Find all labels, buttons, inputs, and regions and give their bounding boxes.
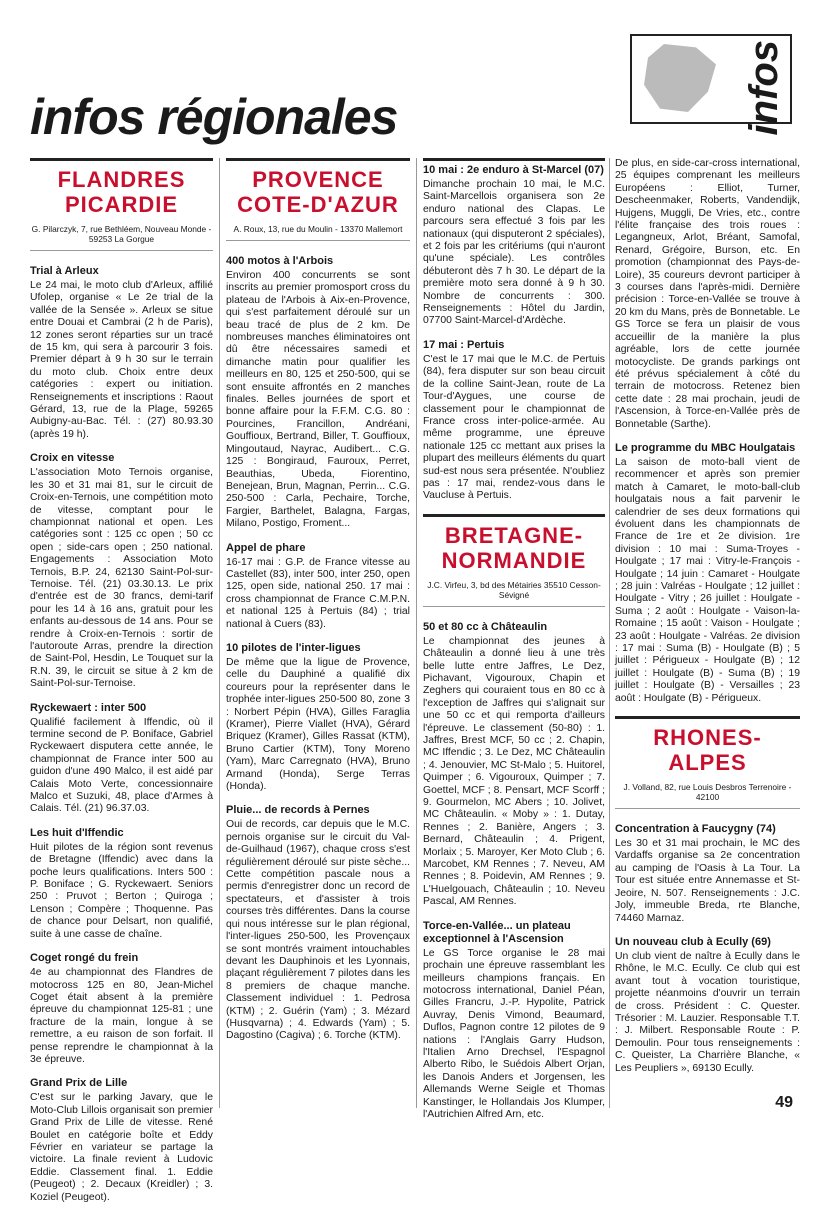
region-header-bretagne: [423, 514, 605, 611]
article-title: Concentration à Faucygny (74): [615, 823, 776, 836]
article-title: Ryckewaert : inter 500: [30, 701, 147, 714]
article-title: Trial à Arleux: [30, 265, 99, 277]
article-text: Le championnat des jeunes à Châteaulin a donné lieu à une très belle lutte entre Jaffres, Le Dez, Pichavant, Vigouroux, Chapin et Zeghers qui couraient tous en 80 cc à l'exception de Jaffres qui s'alignait sur une 50 cc et qui remporta d'ailleurs l'épreuve. Le classement (50-80) : 1. Jaffres, Brest MCF, 50 cc ; 2. Chapin, MC Iffendic ; 3. Le Dez, MC Châteaulin ; 4. Jenouvier, MC St-Malo ; 5. Huitorel, Quimper ; 6. Vigouroux, Quimper ; 7. Goettel, MCF ; 8. Pensart, MCF Scorff ; 9. Gourmelon, MC Abers ; 10. Jolivet, MC Châteaulin. « Moby » : 1. Dutay, Rennes ; 2. Banière, Angers ; 3. Bernard, Châteaulin ; 4. Prigent, Morlaix ; 5. Maroyer, Ker Moto Club ; 6. Marcobet, KM Rennes ; 7. Neveu, AM Rennes ; 8. Poidevin, AM Rennes ; 9. L'Huelgouach, Châteaulin ; 10. Neveu Pascal, AM Rennes.: [423, 635, 605, 908]
article-text: De plus, en side-car-cross international, 25 équipes comprenant les meilleurs Européens : Elliot, Turner, Descheenmaker, Roberts, Vandendijk, Hujgens, Muggli, De Vries, etc., contre l'élite française des trois roues : Legangneux, Arlot, Bréant, Samofal, Renard, Grégoire, Burson, etc. En promotion (championnat des Pays-de-Loire), 35 coureurs devront participer à 3 courses dans l'après-midi. Dernière précision : Torce-en-Vallée se trouve à 20 km du Mans, près de Bonnetable. Le GS Torce se fera un plaisir de vous accueillir de la manière la plus agréable, lors de cette journée motocycliste. De grands parkings ont été prévus spécialement à côté du terrain de motocross. Retenez bien cette date : 28 mai prochain, jeudi de l'Ascension, à Torce-en-Vallée près de Bonnetable (Sarthe).: [615, 158, 800, 430]
article: [615, 442, 800, 705]
article-text: C'est sur le parking Javary, que le Moto-Club Lillois organisait son premier Grand Prix de Lille de vitesse. René Boulet en catégorie boîte et Eddy Février en variateur se partage la victoire. La finale revient à Ludovic Eddie. Classement final. 1. Eddie (Peugeot) ; 2. Decaux (Kreidler) ; 3. Koziel (Peugeot).: [30, 1092, 213, 1203]
page-title: infos régionales: [30, 89, 398, 145]
region-address: A. Roux, 13, rue du Moulin - 13370 Mallemort: [226, 224, 410, 241]
article: [615, 936, 800, 1075]
article-title: Croix en vitesse: [30, 452, 115, 465]
article-text: Qualifié facilement à Iffendic, où il termine second de P. Boniface, Gabriel Ryckewaert disputera cette année, le championnat de France inter 500 au guidon d'une 490 Malco, il est aidé par Calais Moto Verte, concessionnaire Malco et Suzuki, 48, place d'Armes à Calais. Tél. (21) 96.37.03.: [30, 716, 213, 815]
article: [30, 952, 213, 1066]
article-title: 50 et 80 cc à Châteaulin: [423, 620, 548, 633]
article-text: Dimanche prochain 10 mai, le M.C. Saint-Marcellois organisera son 2e enduro national des Clapas. Le parcours sera effectué 3 fois par les nationaux (qui disputeront 2 spéciales), et 2 fois par les critériums (qui n'auront qu'une spéciale). Les contrôles débuteront dès 7 h 30. Le départ de la première moto sera donné à 9 h 30. Nombre de concurrents : 300. Renseignements : Hôtel du Jardin, 07700 Saint-Marcel-d'Ardèche.: [423, 179, 605, 327]
article: [226, 542, 410, 631]
article: [226, 642, 410, 793]
article: [226, 255, 410, 531]
article-text: Les 30 et 31 mai prochain, le MC des Vardaffs organise sa 2e concentration au camping de l'Oasis à La Tour. La Tour est située entre Annemasse et St-Jeoire, N. 507. Renseignements : J.C. Joly, immeuble Breda, rte Blanche, 74460 Marnaz.: [615, 838, 800, 924]
article-text: La saison de moto-ball vient de recommencer et après son premier match à Camaret, le moto-ball-club houlgatais nous a fait parvenir le calendrier de ses deux formations qui évoluent dans les championnats de France de 1re et 2e division. 1re division : 10 mai : Suma-Troyes - Houlgate ; 17 mai : Vitry-le-François - Houlgate ; 14 juin : Camaret - Houlgate ; 28 juin : Valréas - Houlgate ; 12 juillet : Houlgate - Vitry ; 26 juillet : Houlgate - Suma ; 2 août : Houlgate - Vaison-la-Romaine ; 15 août : Vaison - Houlgate ; 23 août : Houlgate - Valréas. 2e division : 17 mai : Suma (B) - Houlgate (B) ; 5 juillet : Périgueux - Houlgate (B) ; 12 juillet : Houlgate (B) - Suma (B) ; 19 juillet : Houlgate (B) - Versailles ; 23 août : Houlgate (B) - Périgueux.: [615, 456, 800, 704]
article-title: Pluie... de records à Pernes: [226, 804, 370, 817]
article: [30, 702, 213, 816]
article-text: 16-17 mai : G.P. de France vitesse au Castellet (83), inter 500, inter 250, open 125, open side, national 250. 17 mai : cross championnat de France C.M.P.N. et national 125 à Pertuis (84) ; trial national à Cuers (83).: [226, 556, 410, 630]
article: [423, 158, 605, 328]
article-text: 4e au championnat des Flandres de motocross 125 en 80, Jean-Michel Coget était absent à la première épreuve du championnat 125-81 ; une fracture de la main, longue à se remettre, a eu raison de son forfait. Il pense reprendre le championnat à la 3e épreuve.: [30, 967, 213, 1065]
article: [30, 265, 213, 441]
region-address: J.C. Virfeu, 3, bd des Métairies 35510 Cesson-Sévigné: [423, 580, 605, 607]
article-text: Huit pilotes de la région sont revenus de Bretagne (Iffendic) avec dans la poche leurs qualifications. Inters 500 : P. Boniface ; G. Ryckewaert. Seniors 250 : Pruvot ; Berton ; Quiroga ; Lenson ; Compère ; Thoquenne. Pas de chance pour Delsart, non qualifié, suite à une casse de chaîne.: [30, 841, 213, 940]
article-title: 400 motos à l'Arbois: [226, 255, 334, 267]
article: [226, 804, 410, 1042]
column-divider: [219, 158, 220, 1108]
article: [30, 452, 213, 690]
article-title: Coget rongé du frein: [30, 952, 139, 965]
region-address: J. Volland, 82, rue Louis Desbros Terrenoire - 42100: [615, 782, 800, 809]
article-title: 10 mai : 2e enduro à St-Marcel (07): [423, 164, 604, 176]
article-text: C'est le 17 mai que le M.C. de Pertuis (84), fera disputer sur son beau circuit de la colline Saint-Jean, route de La Tour-d'Aygues, une course de classement pour le championnat de France cross inter-police-armée. Au même programme, une épreuve nationale 125 cc mettant aux prises la plupart des meilleurs éléments du quart sud-est nous sera présentée. N'oubliez pas : 17 mai, rendez-vous dans le Vaucluse à Pertuis.: [423, 353, 605, 502]
region-name: RHONES-ALPES: [653, 725, 762, 776]
article-text: Le 24 mai, le moto club d'Arleux, affilié Ufolep, organise « Le 2e trial de la vallée de la Sensée ». Arleux se situe entre Douai et Cambrai (2 h de Paris), 12 zones seront réparties sur un tracé de 15 km, qui sera à parcourir 3 fois. Premier départ à 9 h 30 sur le terrain du moto club. Choix entre deux catégories : expert ou initiation. Renseignements et inscriptions : Raout Gérard, 13, rue de la Plage, 59265 Aubigny-au-Bac. Tél. : (27) 80.93.30 (après 19 h).: [30, 280, 213, 440]
article: [30, 1077, 213, 1204]
article-title: Grand Prix de Lille: [30, 1077, 128, 1090]
region-header-flandres: [30, 158, 213, 255]
article-title: Un nouveau club à Ecully (69): [615, 935, 771, 948]
region-header-provence: [226, 158, 410, 245]
article-text: Le GS Torce organise le 28 mai prochain une épreuve rassemblant les meilleurs champions français. En motocross international, Daniel Péan, Gilles Francru, J.-P. Hypolite, Patrick Auvray, Denis Vimond, Beaumard, Duflos, Pagnon contre 12 pilotes de 9 nations : l'Anglais Garry Hudson, l'Italien Arno Drechsel, l'Espagnol Alberto Ribo, le Suédois Albert Orjan, les Danois Anders et Jorgensen, les Allemands Werne Seigle et Thomas Kanstinger, le Hollandais Jos Klumper, l'Autrichien Alfred Arn, etc.: [423, 947, 605, 1120]
column-2: [226, 158, 410, 1054]
article-text: Oui de records, car depuis que le M.C. pernois organise sur le circuit du Val-de-Guilhaud (1967), chaque cross s'est régulièrement déroulé sur piste sèche... Cette compétition pascale nous a permis d'enregistrer donc un record de spectateurs, et d'assister à trois courses très différentes. Dans la course qui nous intéresse sur le plan régional, l'inter-ligues 250-500, les Provençaux se sont montrés vraiment intouchables devant les Dauphinois et les Lyonnais, plaçant régulièrement 7 pilotes dans les 8 premiers de chaque manche. Classement individuel : 1. Pedrosa (KTM) ; 2. Guérin (Yam) ; 3. Mézard (Husqvarna) ; 4. Edwards (Yam) ; 5. Dagostino (Cagiva) ; 6. Torche (KTM).: [226, 819, 410, 1042]
infos-logo: [630, 34, 792, 136]
article: [615, 158, 800, 431]
region-name: PROVENCE COTE-D'AZUR: [237, 167, 399, 217]
article-title: Appel de phare: [226, 541, 306, 554]
region-name: FLANDRES PICARDIE: [57, 167, 186, 217]
column-3: [423, 158, 605, 1132]
article-title: 17 mai : Pertuis: [423, 338, 505, 351]
article: [423, 920, 605, 1122]
region-name: BRETAGNE-NORMANDIE: [441, 522, 587, 573]
article-title: Les huit d'Iffendic: [30, 826, 124, 839]
column-4: [615, 158, 800, 1086]
column-divider: [609, 158, 610, 1108]
article-text: L'association Moto Ternois organise, les 30 et 31 mai 81, sur le circuit de Croix-en-Ternois, une compétition moto de vitesse, comptant pour le championnat national et open. Les catégories sont : 125 cc open ; 50 cc open ; side-cars open ; 250 national. Engagements : Association Moto Ternois, B.P. 24, 62130 Saint-Pol-sur-Ternoise. Tél. (21) 03.30.13. Le prix d'entrée est de 30 francs, demi-tarif pour les 14 à 16 ans, gratuit pour les enfants au-dessous de 14 ans. Pour se rendre à Croix-en-Ternois : sortir de l'autoroute Arras, prendre la direction de Saint-Pol, Hesdin, Le Touquet sur la R.N. 39, le circuit se situe à 2 km de Saint-Pol-sur-Ternoise.: [30, 467, 213, 690]
logo-text: infos: [742, 40, 786, 136]
article-text: De même que la ligue de Provence, celle du Dauphiné a qualifié dix coureurs pour la représenter dans le trophée inter-ligues 250-500 80, zone 3 : Norbert Pépin (HVA), Gilles Faraglia (Kramer), Pierre Viallet (HVA), Gérard Briquez (Kramer), Gilles Rassat (KTM), Bruno Cartier (KTM), Tony Moreno (Yam), Marc Carregnato (HVA), Bruno Armand (Honda), Serge Terras (Honda).: [226, 656, 410, 793]
article: [423, 621, 605, 909]
article-title: 10 pilotes de l'inter-ligues: [226, 641, 361, 654]
france-map-icon: [640, 44, 720, 112]
article-text: Environ 400 concurrents se sont inscrits au premier promosport cross du plateau de l'Arbois à Aix-en-Provence, qui s'est parfaitement déroulé sur un beau tracé de plus de 2 km. De nombreuses manches éliminatoires ont dû être nécessaires samedi et dimanche matin pour qualifier les meilleurs en 80, 125 et 250-500, qui se sont ensuite affrontés en 2 manches finales. Belles journées de sport et bonne affaire pour la F.F.M. C.G. 80 : Pourcines, Francillon, Andréani, Gouffioux, Bertrand, Biller, T. Gouffioux, Mingoutaud, Nayrac, Audibert... C.G. 125 : Bongiraud, Fauroux, Perret, Beauthias, Ubeda, Fiorentino, Benejean, Brun, Magnan, Perrin... C.G. 250-500 : Carla, Pechaire, Torche, Fargier, Barthelet, Balagna, Fargas, Milano, Postigo, Froment...: [226, 270, 410, 530]
article-title: Le programme du MBC Houlgatais: [615, 441, 796, 454]
article: [423, 339, 605, 503]
column-1: [30, 158, 213, 1215]
region-address: G. Pilarczyk, 7, rue Bethléem, Nouveau Monde - 59253 La Gorgue: [30, 224, 213, 251]
article-title: Torce-en-Vallée... un plateau exceptionnel à l'Ascension: [423, 919, 571, 945]
article: [615, 823, 800, 925]
article: [30, 827, 213, 941]
column-divider: [416, 158, 417, 1108]
region-header-rhones: [615, 716, 800, 813]
page-number: 49: [775, 1094, 793, 1111]
article-text: Un club vient de naître à Ecully dans le Rhône, le M.C. Ecully. Ce club qui est avant tout à vocation touristique, projette néanmoins d'ouvrir un terrain de cross. Président : C. Quester. Trésorier : M. Lauzier. Responsable T.T. : J. Milbert. Responsable Route : P. Demoulin. Pour tous renseignements : C. Queister, La Charrière Blanche, « Les Peupliers », 69130 Ecully.: [615, 950, 800, 1074]
